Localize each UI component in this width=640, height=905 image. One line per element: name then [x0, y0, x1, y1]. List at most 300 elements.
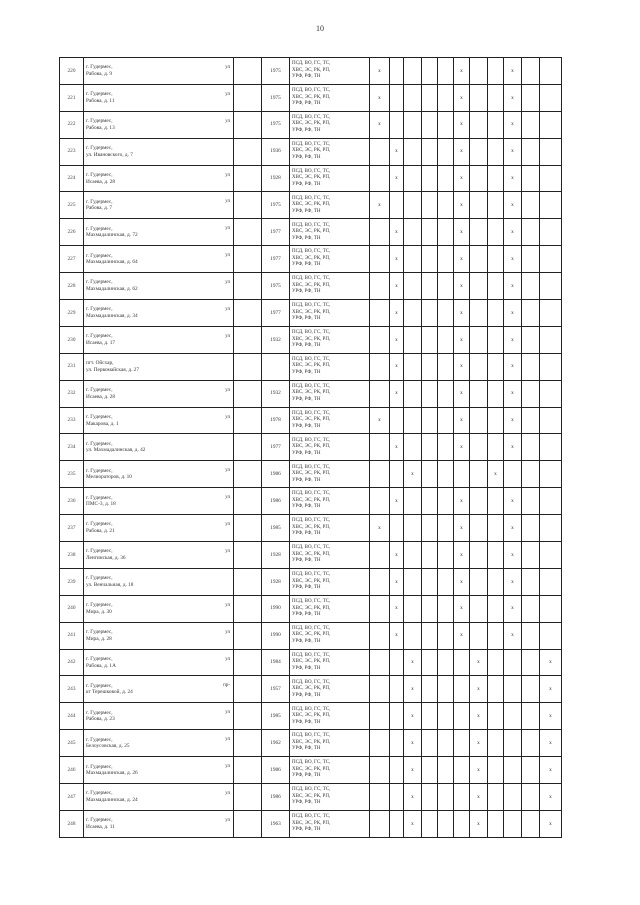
mark-cell [522, 219, 540, 246]
mark-cell [390, 676, 404, 703]
table-row [60, 757, 562, 784]
street-type: ул [225, 65, 230, 70]
address-line-city: г. Гудермес, [86, 118, 113, 125]
row-number: 246 [60, 757, 84, 784]
mark-cell [522, 300, 540, 327]
address-line-city: г. Гудермес, [86, 817, 113, 824]
mark-cell [438, 192, 454, 219]
mark-cell [522, 676, 540, 703]
table-row [60, 515, 562, 542]
services-line: ХВС, ЭС, РК, РП, [292, 94, 331, 100]
mark-cell [390, 730, 404, 757]
mark-cell: x [404, 649, 422, 676]
year-cell: 1928 [262, 165, 290, 192]
address-cell [84, 730, 234, 757]
mark-cell [438, 461, 454, 488]
mark-cell: x [504, 434, 522, 461]
mark-cell [470, 622, 488, 649]
mark-cell [370, 246, 390, 273]
address-cell [84, 353, 234, 380]
services-line: ПСД, ВО, ГС, ТС, [292, 814, 331, 820]
mark-cell [370, 676, 390, 703]
mark-cell [540, 568, 562, 595]
mark-cell: x [504, 407, 522, 434]
blank-cell [234, 84, 262, 111]
blank-cell [234, 165, 262, 192]
mark-cell [488, 407, 504, 434]
services-cell [290, 219, 370, 246]
mark-cell [540, 434, 562, 461]
year-cell: 1975 [262, 192, 290, 219]
address-cell [84, 676, 234, 703]
mark-cell: x [470, 676, 488, 703]
mark-cell [422, 622, 438, 649]
services-line: ХВС, ЭС, РК, РП, [292, 820, 331, 826]
mark-cell: x [390, 138, 404, 165]
table-row [60, 622, 562, 649]
address-cell [84, 138, 234, 165]
address-cell [84, 810, 234, 837]
services-cell [290, 676, 370, 703]
address-cell [84, 461, 234, 488]
blank-cell [234, 300, 262, 327]
mark-cell [488, 595, 504, 622]
services-line: ПСД, ВО, ГС, ТС, [292, 652, 331, 658]
services-line: ХВС, ЭС, РК, РП, [292, 390, 331, 396]
row-number: 241 [60, 622, 84, 649]
year-cell: 1932 [262, 326, 290, 353]
address-line-city: г. Гудермес, [86, 548, 113, 555]
address-line-city: г. Гудермес, [86, 467, 113, 474]
services-line: УРФ, РФ, ТН [292, 208, 321, 214]
mark-cell [422, 595, 438, 622]
services-cell [290, 273, 370, 300]
mark-cell [404, 407, 422, 434]
mark-cell [540, 192, 562, 219]
row-number: 248 [60, 810, 84, 837]
row-number: 234 [60, 434, 84, 461]
mark-cell [522, 810, 540, 837]
mark-cell [522, 595, 540, 622]
mark-cell: x [390, 595, 404, 622]
mark-cell [422, 326, 438, 353]
table-row [60, 407, 562, 434]
services-line: УРФ, РФ, ТН [292, 800, 321, 806]
blank-cell [234, 676, 262, 703]
mark-cell [422, 703, 438, 730]
mark-cell: x [370, 84, 390, 111]
mark-cell: x [470, 730, 488, 757]
mark-cell [522, 111, 540, 138]
mark-cell [370, 649, 390, 676]
services-line: ПСД, ВО, ГС, ТС, [292, 572, 331, 578]
mark-cell: x [504, 165, 522, 192]
mark-cell: x [504, 192, 522, 219]
table-row [60, 326, 562, 353]
mark-cell [540, 300, 562, 327]
mark-cell [438, 326, 454, 353]
address-line-street: Ленгинская, д. 36 [86, 554, 126, 561]
year-cell: 1932 [262, 380, 290, 407]
mark-cell [370, 810, 390, 837]
mark-cell [522, 730, 540, 757]
services-line: ХВС, ЭС, РК, РП, [292, 148, 331, 154]
mark-cell [390, 461, 404, 488]
mark-cell [488, 219, 504, 246]
mark-cell [540, 165, 562, 192]
year-cell: 1978 [262, 407, 290, 434]
mark-cell [422, 676, 438, 703]
street-type: ул [225, 307, 230, 313]
blank-cell [234, 622, 262, 649]
mark-cell [470, 326, 488, 353]
street-type: ул [225, 764, 230, 770]
mark-cell [488, 434, 504, 461]
mark-cell [470, 138, 488, 165]
row-number: 244 [60, 703, 84, 730]
address-cell [84, 488, 234, 515]
blank-cell [234, 703, 262, 730]
services-cell [290, 730, 370, 757]
services-line: ХВС, ЭС, РК, РП, [292, 766, 331, 772]
mark-cell [488, 757, 504, 784]
mark-cell: x [454, 434, 470, 461]
table-row [60, 273, 562, 300]
mark-cell [470, 300, 488, 327]
services-cell [290, 111, 370, 138]
services-line: УРФ, РФ, ТН [292, 746, 321, 752]
table-row [60, 703, 562, 730]
street-type: пр- [223, 683, 230, 689]
services-line: ПСД, ВО, ГС, ТС, [292, 276, 331, 282]
services-cell [290, 434, 370, 461]
row-number: 239 [60, 568, 84, 595]
mark-cell [522, 165, 540, 192]
mark-cell [540, 353, 562, 380]
mark-cell: x [390, 353, 404, 380]
mark-cell [470, 165, 488, 192]
blank-cell [234, 757, 262, 784]
services-line: ХВС, ЭС, РК, РП, [292, 605, 331, 611]
address-line-street: Рабова, д. 21 [86, 528, 115, 535]
mark-cell [438, 703, 454, 730]
address-line-city: г. Гудермес, [86, 91, 113, 98]
services-cell [290, 622, 370, 649]
mark-cell [488, 326, 504, 353]
services-cell [290, 595, 370, 622]
year-cell: 1985 [262, 703, 290, 730]
mark-cell [470, 192, 488, 219]
address-cell [84, 192, 234, 219]
mark-cell: x [540, 784, 562, 811]
address-line-street: Исаева, д. 17 [86, 339, 116, 346]
mark-cell: x [390, 380, 404, 407]
mark-cell: x [454, 138, 470, 165]
mark-cell: x [390, 300, 404, 327]
blank-cell [234, 810, 262, 837]
mark-cell [438, 353, 454, 380]
services-line: ПСД, ВО, ГС, ТС, [292, 410, 331, 416]
services-cell [290, 300, 370, 327]
address-cell [84, 273, 234, 300]
table-row [60, 810, 562, 837]
mark-cell [504, 730, 522, 757]
services-line: УРФ, РФ, ТН [292, 396, 321, 402]
mark-cell [390, 515, 404, 542]
blank-cell [234, 595, 262, 622]
row-number: 236 [60, 488, 84, 515]
table-row [60, 595, 562, 622]
mark-cell: x [504, 326, 522, 353]
services-line: ХВС, ЭС, РК, РП, [292, 229, 331, 235]
year-cell: 1928 [262, 568, 290, 595]
address-cell [84, 407, 234, 434]
mark-cell: x [390, 568, 404, 595]
mark-cell [422, 84, 438, 111]
mark-cell: x [390, 273, 404, 300]
mark-cell [390, 192, 404, 219]
blank-cell [234, 246, 262, 273]
mark-cell [438, 810, 454, 837]
mark-cell: x [504, 622, 522, 649]
mark-cell [438, 649, 454, 676]
address-line-street: Махмадалинская, д. 34 [86, 312, 138, 319]
services-line: ХВС, ЭС, РК, РП, [292, 471, 331, 477]
mark-cell [370, 300, 390, 327]
services-line: ПСД, ВО, ГС, ТС, [292, 303, 331, 309]
street-type: ул [225, 468, 230, 474]
services-line: ПСД, ВО, ГС, ТС, [292, 61, 331, 67]
mark-cell: x [470, 703, 488, 730]
blank-cell [234, 730, 262, 757]
mark-cell [370, 380, 390, 407]
mark-cell [454, 810, 470, 837]
mark-cell [470, 568, 488, 595]
mark-cell [370, 326, 390, 353]
address-line-city: г. Гудермес, [86, 198, 113, 205]
services-line: УРФ, РФ, ТН [292, 343, 321, 349]
table-row [60, 488, 562, 515]
row-number: 238 [60, 542, 84, 569]
mark-cell [404, 165, 422, 192]
address-cell [84, 326, 234, 353]
services-line: УРФ, РФ, ТН [292, 127, 321, 133]
mark-cell [488, 542, 504, 569]
mark-cell [404, 138, 422, 165]
blank-cell [234, 568, 262, 595]
mark-cell: x [454, 380, 470, 407]
services-cell [290, 461, 370, 488]
mark-cell: x [370, 58, 390, 85]
year-cell [262, 353, 290, 380]
address-line-city: г. Гудермес, [86, 655, 113, 662]
services-cell [290, 58, 370, 85]
mark-cell [470, 84, 488, 111]
services-line: УРФ, РФ, ТН [292, 558, 321, 564]
services-line: УРФ, РФ, ТН [292, 74, 321, 80]
street-type: ул [225, 91, 230, 97]
blank-cell [234, 326, 262, 353]
address-line-city: г. Гудермес, [86, 763, 113, 770]
row-number: 227 [60, 246, 84, 273]
mark-cell [454, 703, 470, 730]
register-table [59, 57, 562, 838]
services-line: УРФ, РФ, ТН [292, 827, 321, 833]
services-line: УРФ, РФ, ТН [292, 585, 321, 591]
mark-cell [522, 380, 540, 407]
mark-cell [540, 246, 562, 273]
mark-cell [390, 703, 404, 730]
services-cell [290, 810, 370, 837]
mark-cell [488, 784, 504, 811]
services-line: ХВС, ЭС, РК, РП, [292, 497, 331, 503]
address-cell [84, 434, 234, 461]
year-cell: 1985 [262, 515, 290, 542]
year-cell: 1986 [262, 488, 290, 515]
mark-cell [522, 246, 540, 273]
mark-cell [522, 542, 540, 569]
table-row [60, 649, 562, 676]
address-line-city: г. Гудермес, [86, 629, 113, 636]
blank-cell [234, 219, 262, 246]
mark-cell [438, 111, 454, 138]
blank-cell [234, 353, 262, 380]
services-line: УРФ, РФ, ТН [292, 423, 321, 429]
mark-cell: x [504, 273, 522, 300]
year-cell: 1986 [262, 784, 290, 811]
services-line: ПСД, ВО, ГС, ТС, [292, 599, 331, 604]
row-number: 231 [60, 353, 84, 380]
services-line: УРФ, РФ, ТН [292, 289, 321, 295]
street-type: ул [225, 333, 230, 339]
address-line-city: г. Гудермес, [86, 790, 113, 797]
address-cell [84, 649, 234, 676]
mark-cell [370, 568, 390, 595]
mark-cell [488, 246, 504, 273]
mark-cell: x [504, 380, 522, 407]
services-line: ПСД, ВО, ГС, ТС, [292, 760, 331, 766]
mark-cell [438, 165, 454, 192]
blank-cell [234, 542, 262, 569]
street-type: ул [225, 522, 230, 528]
mark-cell [422, 380, 438, 407]
mark-cell: x [504, 84, 522, 111]
mark-cell [438, 515, 454, 542]
services-line: ПСД, ВО, ГС, ТС, [292, 356, 331, 362]
address-line-street: Макарова, д. 1 [86, 420, 119, 427]
row-number: 221 [60, 84, 84, 111]
mark-cell [470, 488, 488, 515]
mark-cell: x [454, 622, 470, 649]
mark-cell [522, 407, 540, 434]
mark-cell [540, 219, 562, 246]
address-cell [84, 595, 234, 622]
blank-cell [234, 111, 262, 138]
services-line: ХВС, ЭС, РК, РП, [292, 524, 331, 530]
table-row [60, 434, 562, 461]
mark-cell: x [454, 165, 470, 192]
table-row [60, 353, 562, 380]
street-type: ул [225, 414, 230, 420]
address-line-street: Мелиораторов, д. 10 [86, 474, 132, 481]
table-row [60, 461, 562, 488]
mark-cell [504, 461, 522, 488]
mark-cell: x [454, 192, 470, 219]
year-cell: 1977 [262, 246, 290, 273]
mark-cell [438, 300, 454, 327]
services-line: ПСД, ВО, ГС, ТС, [292, 249, 331, 255]
street-type: ул [225, 199, 230, 205]
mark-cell [422, 111, 438, 138]
address-line-city: г. Гудермес, [86, 736, 113, 743]
mark-cell: x [540, 810, 562, 837]
mark-cell [370, 730, 390, 757]
table-row [60, 111, 562, 138]
mark-cell: x [454, 273, 470, 300]
mark-cell [422, 219, 438, 246]
mark-cell [522, 434, 540, 461]
services-cell [290, 326, 370, 353]
mark-cell [422, 784, 438, 811]
mark-cell: x [470, 810, 488, 837]
street-type: ул [225, 495, 230, 501]
mark-cell [370, 461, 390, 488]
address-cell [84, 542, 234, 569]
year-cell: 1990 [262, 622, 290, 649]
mark-cell [522, 192, 540, 219]
mark-cell [488, 703, 504, 730]
mark-cell: x [504, 515, 522, 542]
mark-cell [438, 595, 454, 622]
mark-cell [522, 84, 540, 111]
mark-cell [370, 273, 390, 300]
street-type: ул [225, 791, 230, 797]
mark-cell [522, 649, 540, 676]
mark-cell [488, 730, 504, 757]
row-number: 224 [60, 165, 84, 192]
mark-cell [422, 568, 438, 595]
mark-cell: x [454, 488, 470, 515]
services-cell [290, 380, 370, 407]
address-line-street: кт Терешковой, д. 24 [86, 689, 133, 696]
mark-cell [422, 273, 438, 300]
address-line-city: г. Гудермес, [86, 145, 113, 152]
street-type: ул [225, 226, 230, 232]
row-number: 225 [60, 192, 84, 219]
services-line: ПСД, ВО, ГС, ТС, [292, 168, 331, 174]
services-line: ПСД, ВО, ГС, ТС, [292, 733, 331, 739]
mark-cell: x [390, 488, 404, 515]
mark-cell [470, 434, 488, 461]
mark-cell [390, 58, 404, 85]
services-line: ПСД, ВО, ГС, ТС, [292, 545, 331, 551]
address-line-street: Исаева, д. 11 [86, 823, 115, 830]
mark-cell [438, 488, 454, 515]
services-line: УРФ, РФ, ТН [292, 316, 321, 322]
register-body [60, 58, 562, 838]
mark-cell [422, 138, 438, 165]
mark-cell [488, 568, 504, 595]
year-cell: 1977 [262, 219, 290, 246]
row-number: 232 [60, 380, 84, 407]
mark-cell: x [390, 219, 404, 246]
services-line: УРФ, РФ, ТН [292, 101, 321, 107]
mark-cell [404, 488, 422, 515]
mark-cell [540, 515, 562, 542]
mark-cell: x [390, 542, 404, 569]
mark-cell [370, 595, 390, 622]
services-line: УРФ, РФ, ТН [292, 154, 321, 160]
